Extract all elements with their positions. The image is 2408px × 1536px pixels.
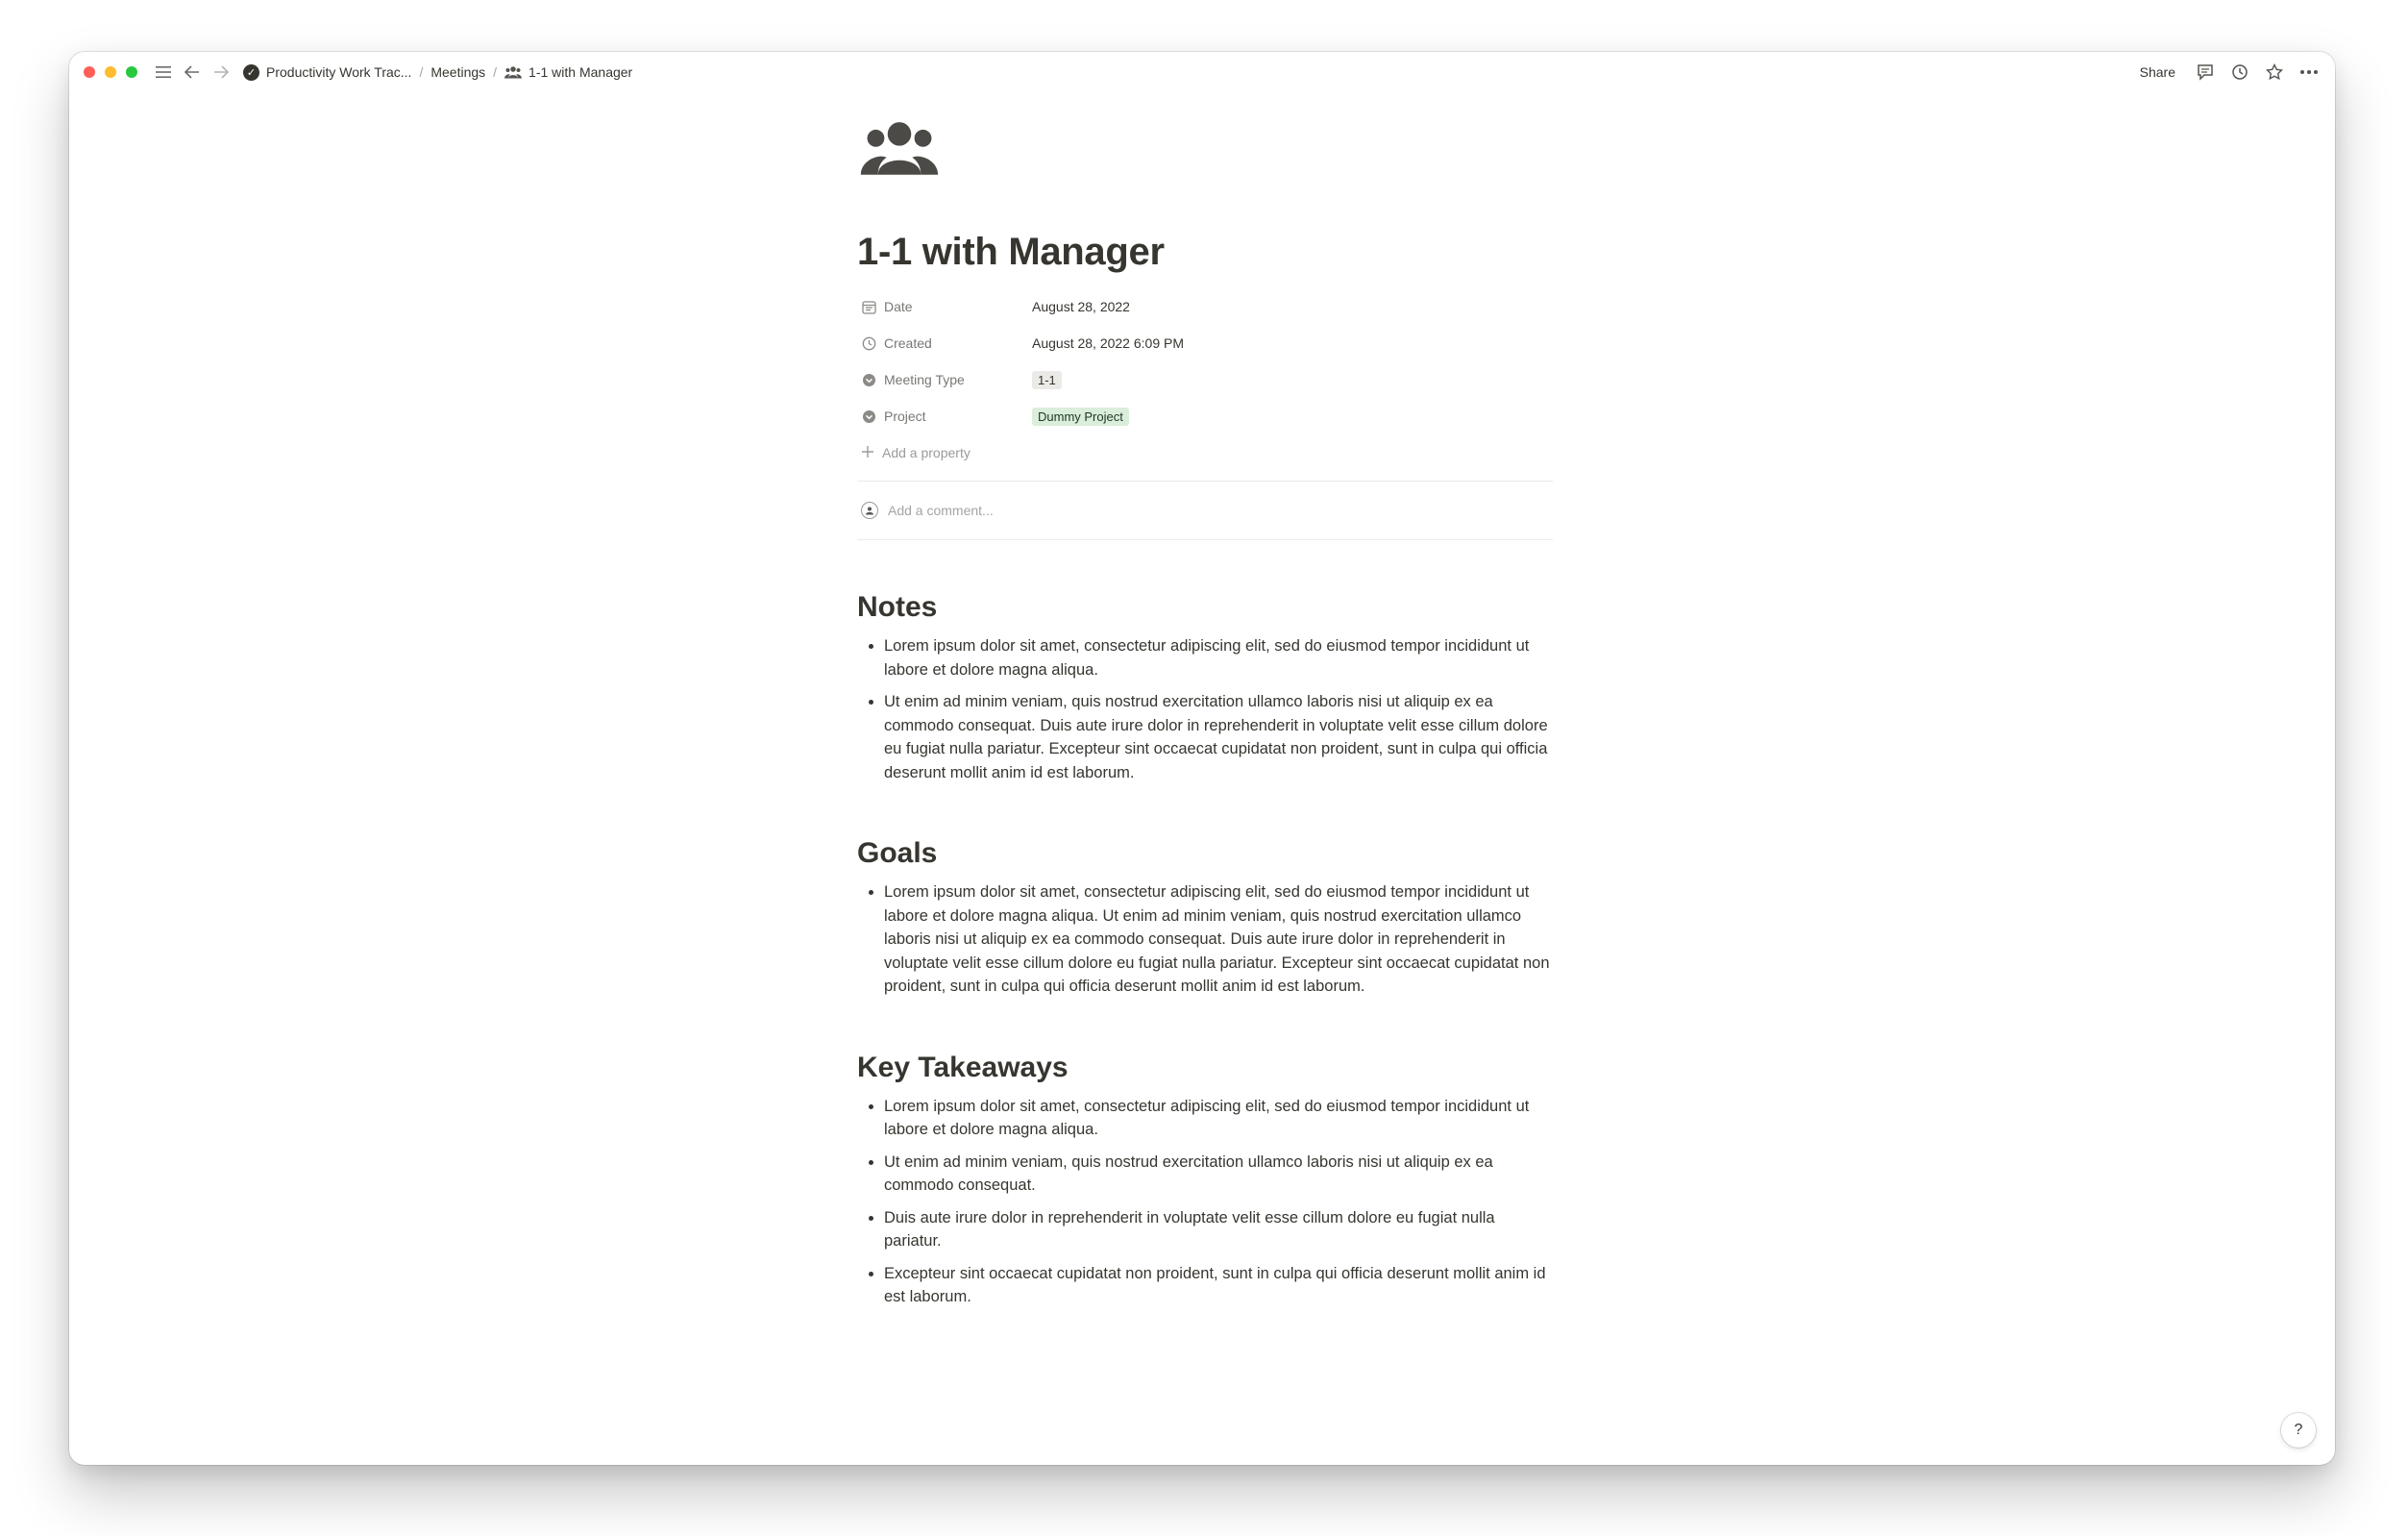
sidebar-menu-icon[interactable] [151, 60, 176, 85]
people-group-icon [504, 66, 522, 79]
meeting-type-tag[interactable]: 1-1 [1032, 371, 1062, 389]
breadcrumb-current-page[interactable] [501, 62, 636, 82]
list-item: • Ut enim ad minim veniam, quis nostrud exercitation ullamco laboris nisi ut aliquip ex ea commodo consequat. [884, 1151, 1553, 1198]
select-circle-icon [861, 409, 876, 424]
close-window-button[interactable] [84, 66, 95, 78]
share-button[interactable]: Share [2139, 64, 2175, 80]
list-item: • Lorem ipsum dolor sit amet, consectetur adipiscing elit, sed do eiusmod tempor incididunt ut labore et dolore magna aliqua. Ut enim ad minim veniam, quis nostrud exercitation ullamco laboris nisi ut aliquip ex ea commodo consequat. Duis aute irure dolor in reprehenderit in voluptate velit esse cillum dolore eu fugiat nulla pariatur. Excepteur sint occaecat cupidatat non proident, sunt in culpa qui officia deserunt mollit anim id est laborum. [884, 880, 1553, 999]
property-label-text: Project [884, 409, 926, 424]
minimize-window-button[interactable] [105, 66, 116, 78]
list-item: • Lorem ipsum dolor sit amet, consectetur adipiscing elit, sed do eiusmod tempor incididunt ut labore et dolore magna aliqua. [884, 634, 1553, 681]
avatar [861, 502, 878, 519]
page-content [857, 121, 1553, 1318]
breadcrumb-workspace[interactable] [239, 62, 415, 83]
goals-list [857, 880, 1553, 999]
comments-icon[interactable] [2191, 58, 2220, 87]
clock-icon [861, 335, 876, 351]
goals-heading: Goals [857, 837, 938, 869]
breadcrumb-workspace-label: Productivity Work Trac... [266, 64, 412, 80]
notes-heading: Notes [857, 591, 938, 623]
calendar-icon [861, 299, 876, 314]
check-circle-icon: ✓ [243, 64, 259, 81]
page-title[interactable]: 1-1 with Manager [857, 231, 1165, 273]
property-label [857, 299, 1032, 314]
comment-placeholder: Add a comment... [888, 503, 994, 518]
top-right-tools [2130, 52, 2323, 92]
breadcrumb-separator: / [419, 64, 424, 80]
property-meeting-type[interactable] [857, 361, 1553, 398]
favorite-star-icon[interactable] [2260, 58, 2289, 87]
breadcrumb-separator: / [493, 64, 498, 80]
breadcrumb-meetings-label: Meetings [430, 64, 486, 80]
notes-list [857, 634, 1553, 784]
top-bar [69, 52, 2335, 92]
comment-input[interactable] [857, 482, 1553, 539]
property-label [857, 335, 1032, 351]
list-item: • Lorem ipsum dolor sit amet, consectetur adipiscing elit, sed do eiusmod tempor incididunt ut labore et dolore magna aliqua. [884, 1095, 1553, 1142]
breadcrumb [239, 62, 636, 83]
property-label [857, 409, 1032, 424]
select-circle-icon [861, 372, 876, 387]
add-property-button[interactable] [857, 434, 1553, 471]
people-group-icon [857, 121, 942, 177]
property-label-text: Meeting Type [884, 372, 965, 387]
breadcrumb-current-label: 1-1 with Manager [528, 64, 633, 80]
project-tag[interactable]: Dummy Project [1032, 408, 1129, 426]
more-options-icon[interactable] [2295, 58, 2323, 87]
property-label [857, 372, 1032, 387]
properties-panel [857, 288, 1553, 471]
maximize-window-button[interactable] [126, 66, 137, 78]
property-date[interactable] [857, 288, 1553, 325]
forward-arrow-icon[interactable] [209, 60, 233, 85]
page-icon[interactable] [857, 121, 942, 188]
list-item: • Excepteur sint occaecat cupidatat non proident, sunt in culpa qui officia deserunt mollit anim id est laborum. [884, 1262, 1553, 1309]
help-button[interactable]: ? [2281, 1413, 2316, 1448]
back-arrow-icon[interactable] [180, 60, 205, 85]
history-clock-icon[interactable] [2225, 58, 2254, 87]
app-window [69, 52, 2335, 1465]
property-project[interactable] [857, 398, 1553, 434]
property-value: August 28, 2022 6:09 PM [1032, 335, 1184, 351]
divider [857, 539, 1553, 540]
window-controls [84, 66, 137, 78]
breadcrumb-meetings[interactable] [427, 62, 489, 82]
list-item: • Duis aute irure dolor in reprehenderit in voluptate velit esse cillum dolore eu fugiat nulla pariatur. [884, 1206, 1553, 1253]
property-label-text: Created [884, 335, 932, 351]
takeaways-list [857, 1095, 1553, 1309]
list-item: • Ut enim ad minim veniam, quis nostrud exercitation ullamco laboris nisi ut aliquip ex ea commodo consequat. Duis aute irure dolor in reprehenderit in voluptate velit esse cillum dolore eu fugiat nulla pariatur. Excepteur sint occaecat cupidatat non proident, sunt in culpa qui officia deserunt mollit anim id est laborum. [884, 690, 1553, 784]
key-takeaways-heading: Key Takeaways [857, 1051, 1069, 1083]
property-created[interactable] [857, 325, 1553, 361]
plus-icon [861, 445, 874, 461]
property-value: August 28, 2022 [1032, 299, 1130, 314]
property-label-text: Date [884, 299, 913, 314]
add-property-label: Add a property [882, 445, 971, 460]
